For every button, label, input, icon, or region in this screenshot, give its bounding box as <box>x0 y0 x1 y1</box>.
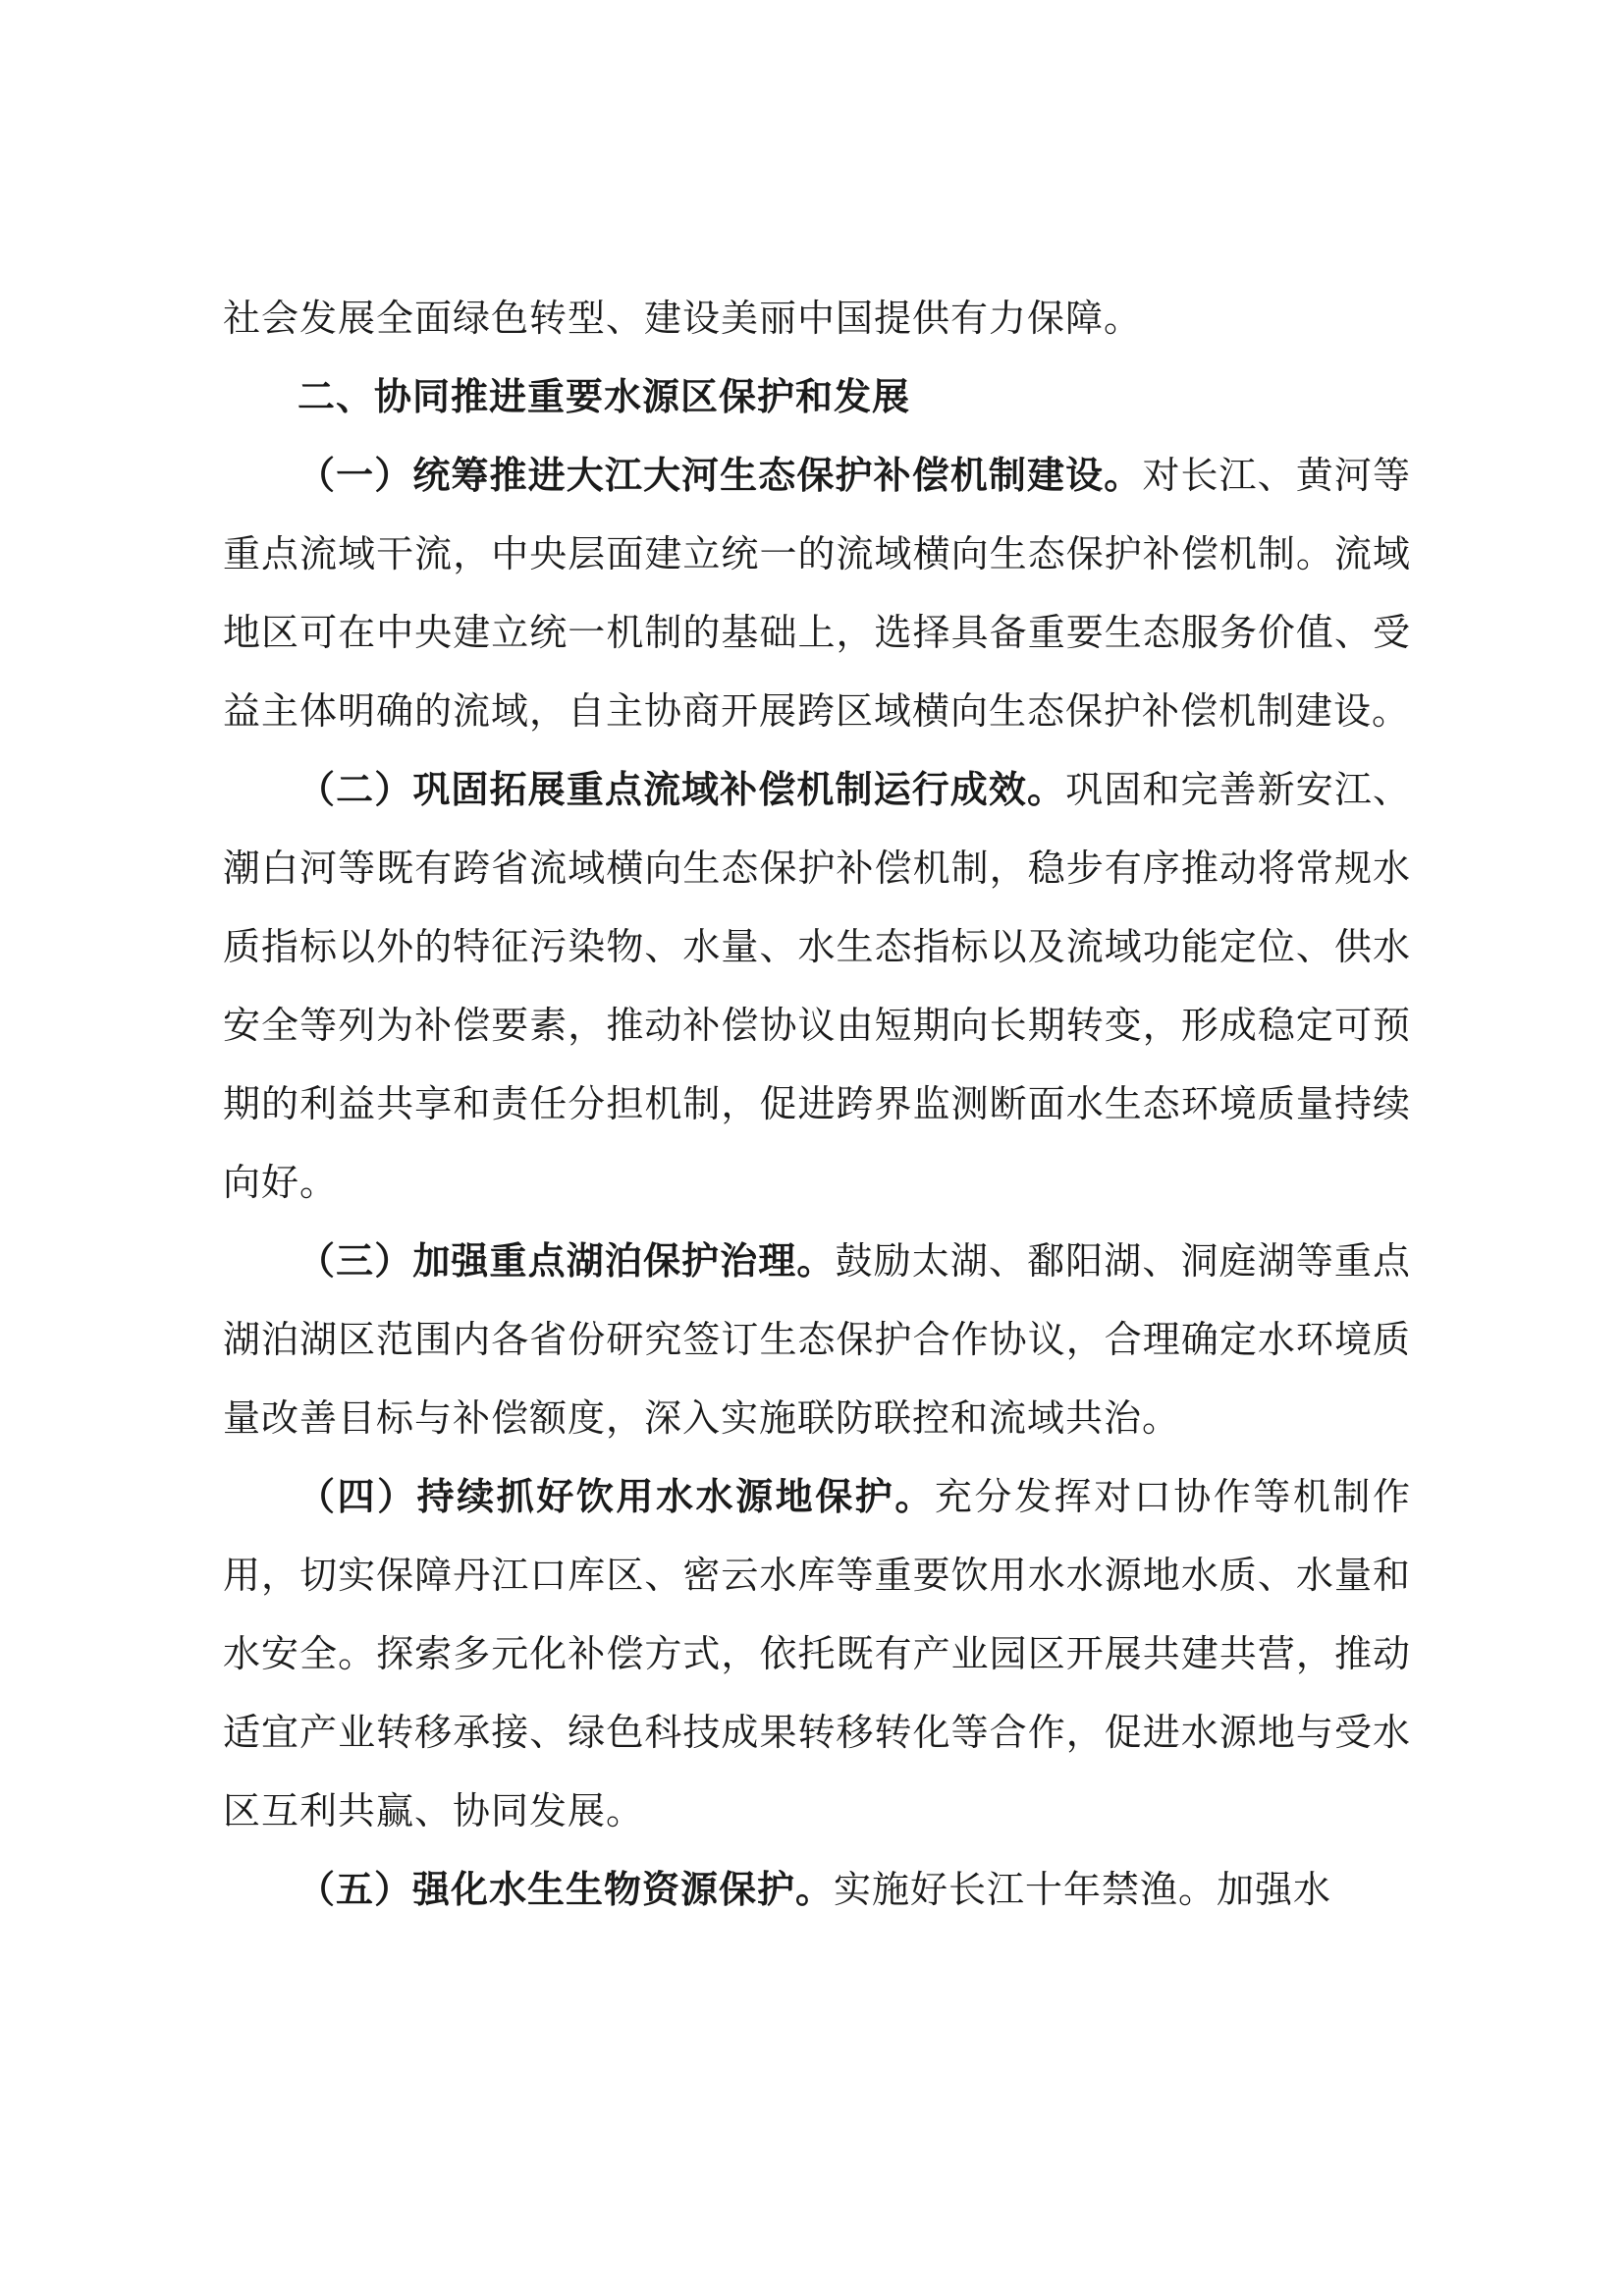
paragraph-item-3 <box>223 1222 1411 1457</box>
paragraph-lead: （四）持续抓好饮用水水源地保护。 <box>298 1474 935 1518</box>
paragraph-text: 巩固和完善新安江、潮白河等既有跨省流域横向生态保护补偿机制，稳步有序推动将常规水质指标以外的特征污染物、水量、水生态指标以及流域功能定位、供水安全等列为补偿要素，推动补偿协议由短期向长期转变，形成稳定可预期的利益共享和责任分担机制，促进跨界监测断面水生态环境质量持续向好。 <box>223 768 1411 1204</box>
paragraph-item-5 <box>223 1850 1411 1929</box>
paragraph-text: 对长江、黄河等重点流域干流，中央层面建立统一的流域横向生态保护补偿机制。流域地区可在中央建立统一机制的基础上，选择具备重要生态服务价值、受益主体明确的流域，自主协商开展跨区域横向生态保护补偿机制建设。 <box>223 454 1411 733</box>
paragraph-lead: （三）加强重点湖泊保护治理。 <box>298 1238 836 1283</box>
paragraph-item-1 <box>223 436 1411 750</box>
document-body <box>223 279 1411 1929</box>
paragraph-text: 实施好长江十年禁渔。加强水 <box>834 1868 1332 1911</box>
section-heading: 二、协同推进重要水源区保护和发展 <box>298 375 911 418</box>
continuation-paragraph: 社会发展全面绿色转型、建设美丽中国提供有力保障。 <box>223 297 1143 340</box>
paragraph-lead: （一）统筹推进大江大河生态保护补偿机制建设。 <box>298 453 1143 497</box>
paragraph-lead: （五）强化水生生物资源保护。 <box>298 1867 835 1911</box>
paragraph-item-4 <box>223 1457 1411 1850</box>
paragraph-item-2 <box>223 750 1411 1222</box>
paragraph-text: 鼓励太湖、鄱阳湖、洞庭湖等重点湖泊湖区范围内各省份研究签订生态保护合作协议，合理确定水环境质量改善目标与补偿额度，深入实施联防联控和流域共治。 <box>223 1239 1411 1440</box>
paragraph-lead: （二）巩固拓展重点流域补偿机制运行成效。 <box>298 767 1066 811</box>
paragraph-text: 充分发挥对口协作等机制作用，切实保障丹江口库区、密云水库等重要饮用水水源地水质、水量和水安全。探索多元化补偿方式，依托既有产业园区开展共建共营，推动适宜产业转移承接、绿色科技成果转移转化等合作，促进水源地与受水区互利共赢、协同发展。 <box>223 1475 1411 1832</box>
